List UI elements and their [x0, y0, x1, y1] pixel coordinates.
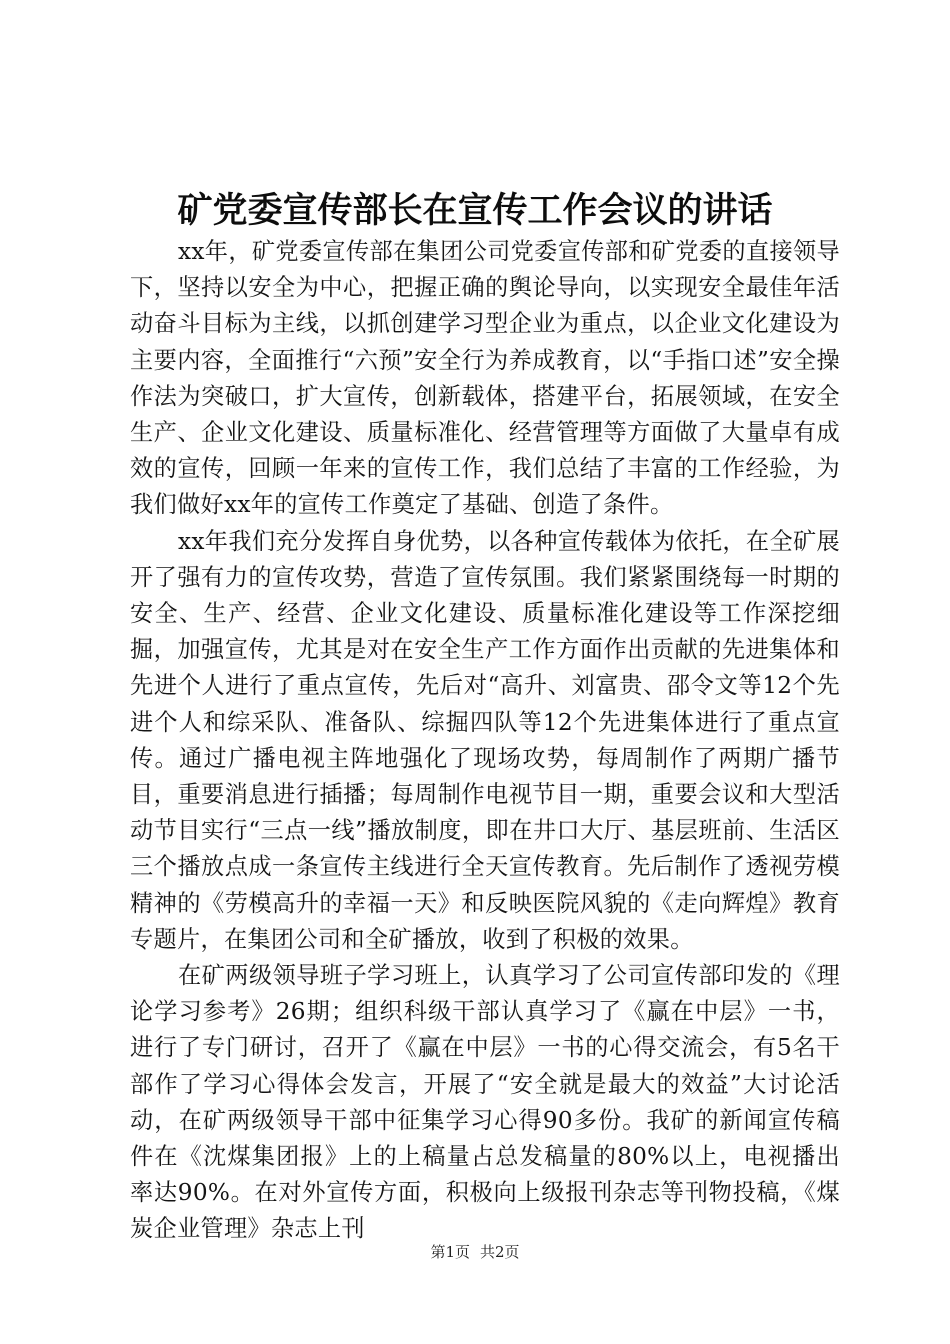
page-total: 共2页 — [480, 1243, 520, 1261]
document-body — [130, 234, 840, 1248]
page-number: 第1页 — [430, 1243, 470, 1261]
body-paragraph-1: xx年，矿党委宣传部在集团公司党委宣传部和矿党委的直接领导下，坚持以安全为中心，把握正确的舆论导向，以实现安全最佳年活动奋斗目标为主线，以抓创建学习型企业为重点，以企业文化建设为主要内容，全面推行“六预”安全行为养成教育，以“手指口述”安全操作法为突破口，扩大宣传，创新载体，搭建平台，拓展领域，在安全生产、企业文化建设、质量标准化、经营管理等方面做了大量卓有成效的宣传，回顾一年来的宣传工作，我们总结了丰富的工作经验，为我们做好xx年的宣传工作奠定了基础、创造了条件。 — [130, 238, 840, 519]
body-paragraph-3: 在矿两级领导班子学习班上，认真学习了公司宣传部印发的《理论学习参考》26期；组织科级干部认真学习了《赢在中层》一书，进行了专门研讨，召开了《赢在中层》一书的心得交流会，有5名干部作了学习心得体会发言，开展了“安全就是最大的效益”大讨论活动，在矿两级领导干部中征集学习心得90多份。我矿的新闻宣传稿件在《沈煤集团报》上的上稿量占总发稿量的80%以上，电视播出率达90%。在对外宣传方面，积极向上级报刊杂志等刊物投稿，《煤炭企业管理》杂志上刊 — [130, 962, 840, 1243]
body-paragraph-2: xx年我们充分发挥自身优势，以各种宣传载体为依托，在全矿展开了强有力的宣传攻势，营造了宣传氛围。我们紧紧围绕每一时期的安全、生产、经营、企业文化建设、质量标准化建设等工作深挖细掘，加强宣传，尤其是对在安全生产工作方面作出贡献的先进集体和先进个人进行了重点宣传，先后对“高升、刘富贵、邵令文等12个先进个人和综采队、准备队、综掘四队等12个先进集体进行了重点宣传。通过广播电视主阵地强化了现场攻势，每周制作了两期广播节目，重要消息进行插播；每周制作电视节目一期，重要会议和大型活动节目实行“三点一线”播放制度，即在井口大厅、基层班前、生活区三个播放点成一条宣传主线进行全天宣传教育。先后制作了透视劳模精神的《劳模高升的幸福一天》和反映医院风貌的《走向辉煌》教育专题片，在集团公司和全矿播放，收到了积极的效果。 — [130, 527, 840, 953]
page-footer — [0, 1240, 950, 1264]
document-title: 矿党委宣传部长在宣传工作会议的讲话 — [177, 191, 773, 231]
